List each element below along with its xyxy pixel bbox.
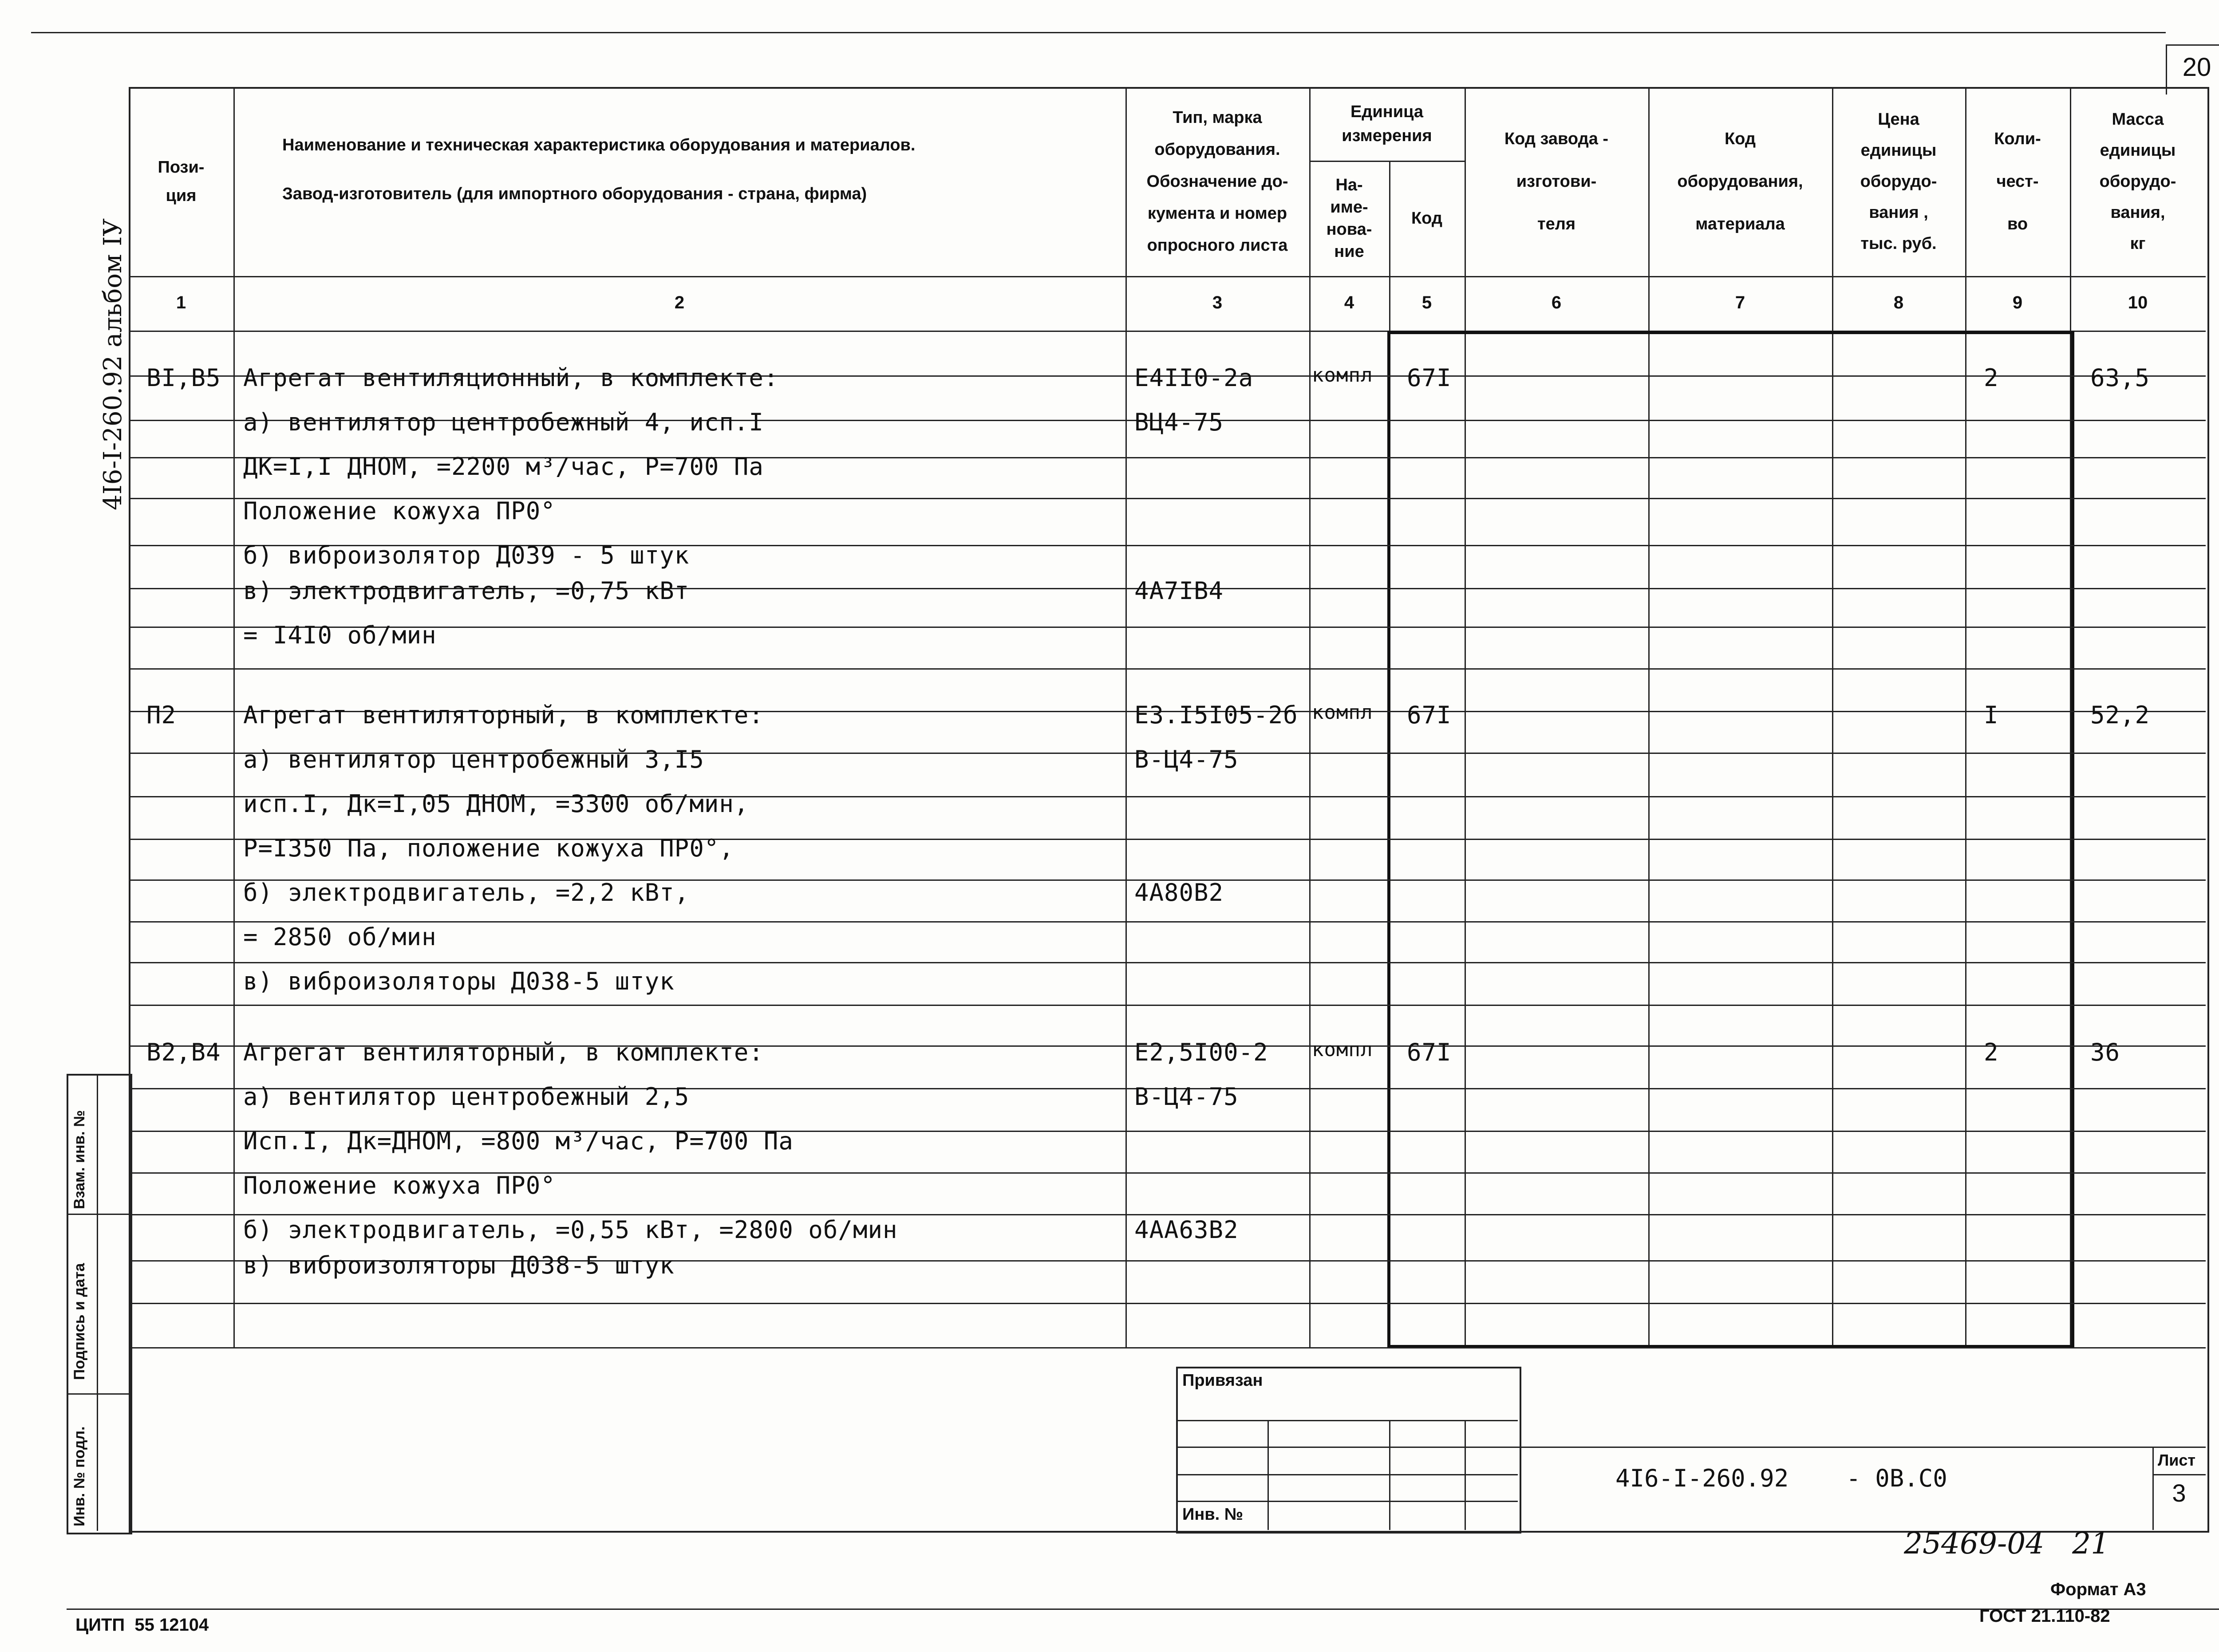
top-frame-line: [31, 32, 2166, 33]
page-number: 20: [2182, 53, 2211, 82]
row-type: В-Ц4-75: [1134, 1083, 1239, 1111]
row-code: 67I: [1407, 1038, 1452, 1066]
stamp-replaced-inv: Взам. инв. №: [71, 1110, 88, 1209]
row-unit: компл: [1312, 701, 1373, 724]
colnum-5: 5: [1421, 293, 1432, 312]
row-line: [129, 668, 2206, 670]
row-line: [129, 627, 2206, 628]
row-line: [129, 1214, 2206, 1215]
format-label: Формат А3: [2050, 1580, 2146, 1599]
row-name: а) вентилятор центробежный 2,5: [243, 1083, 690, 1111]
row-name: Агрегат вентиляторный, в комплекте:: [243, 1038, 764, 1066]
row-quantity: I: [1984, 701, 1999, 729]
row-type: 4A80B2: [1134, 879, 1224, 907]
colnum-8: 8: [1893, 293, 1904, 312]
attached-label: Привязан: [1182, 1371, 1263, 1390]
row-name: = I4I0 об/мин: [243, 621, 437, 649]
row-mass: 36: [2090, 1038, 2120, 1066]
colnum-2: 2: [674, 293, 685, 312]
header-quantity: Коли- чест- во: [1994, 130, 2041, 233]
row-code: 67I: [1407, 364, 1452, 392]
colnum-6: 6: [1551, 293, 1562, 312]
row-type: E4II0-2a: [1134, 364, 1254, 392]
row-name: исп.I, Дк=I,05 ДНОМ, =3300 об/мин,: [243, 790, 749, 818]
row-name: в) виброизоляторы Д038-5 штук: [243, 1251, 675, 1279]
header-factory-code: Код завода - изготови- теля: [1504, 130, 1609, 233]
row-unit: компл: [1312, 364, 1373, 386]
colnum-4: 4: [1344, 293, 1354, 312]
stamp-signature-date: Подпись и дата: [71, 1263, 88, 1380]
inventory-number-label: Инв. №: [1182, 1505, 1244, 1524]
row-name: б) виброизолятор Д039 - 5 штук: [243, 541, 690, 569]
row-name: = 2850 об/мин: [243, 923, 437, 951]
row-unit: компл: [1312, 1038, 1373, 1061]
row-name: в) электродвигатель, =0,75 кВт: [243, 577, 690, 605]
citp-label: ЦИТП 55 12104: [75, 1615, 209, 1635]
header-price: Цена единицы оборудо- вания , тыс. руб.: [1860, 110, 1937, 253]
row-name: Агрегат вентиляционный, в комплекте:: [243, 364, 779, 392]
sheet-label: Лист: [2158, 1451, 2196, 1469]
colnum-9: 9: [2012, 293, 2023, 312]
colnum-10: 10: [2128, 293, 2148, 312]
sheet-number: 3: [2172, 1479, 2186, 1507]
colnum-7: 7: [1735, 293, 1745, 312]
row-mass: 52,2: [2090, 701, 2150, 729]
colnum-1: 1: [176, 293, 186, 312]
row-name: б) электродвигатель, =2,2 кВт,: [243, 879, 690, 907]
row-name: Положение кожуха ПР0°: [243, 497, 556, 525]
header-mass: Масса единицы оборудо- вания, кг: [2099, 110, 2176, 253]
header-type: Тип, марка оборудования. Обозначение до- кумента и номер опросного листа: [1146, 108, 1288, 255]
stamp-original-inv: Инв. № подл.: [71, 1426, 88, 1526]
header-bottom-line: [129, 276, 2206, 277]
row-line: [129, 921, 2206, 923]
row-name: Агрегат вентиляторный, в комплекте:: [243, 701, 764, 729]
row-quantity: 2: [1984, 364, 1999, 392]
row-position: BI,B5: [146, 364, 221, 392]
row-line: [129, 1303, 2206, 1304]
colnum-3: 3: [1212, 293, 1223, 312]
header-equipment-code: Код оборудования, материала: [1677, 130, 1803, 233]
row-quantity: 2: [1984, 1038, 1999, 1066]
header-name: Наименование и техническая характеристика оборудования и материалов. Завод-изготовитель (для импортного оборудования - страна, фирма): [282, 136, 916, 203]
row-mass: 63,5: [2090, 364, 2150, 392]
row-name: Р=I350 Па, положение кожуха ПР0°,: [243, 834, 734, 862]
row-position: П2: [146, 701, 177, 729]
row-name: а) вентилятор центробежный 4, исп.I: [243, 408, 764, 436]
header-position: Пози- ция: [158, 158, 205, 205]
table-bottom-line: [129, 1347, 2206, 1348]
row-type: Е3.I5I05-2б: [1134, 701, 1298, 729]
row-type: ВЦ4-75: [1134, 408, 1224, 436]
row-line: [129, 1005, 2206, 1006]
row-line: [129, 962, 2206, 963]
header-unit-code: Код: [1411, 209, 1443, 228]
row-position: B2,B4: [146, 1038, 221, 1066]
row-name: в) виброизоляторы Д038-5 штук: [243, 967, 675, 995]
row-type: В-Ц4-75: [1134, 745, 1239, 773]
row-name: ДК=I,I ДНОМ, =2200 м³/час, Р=700 Па: [243, 453, 764, 481]
album-label: 4I6-I-260.92 альбом IУ: [99, 218, 127, 510]
row-type: 4AA63B2: [1134, 1216, 1239, 1244]
row-type: 4A7IB4: [1134, 577, 1224, 605]
row-type: E2,5I00-2: [1134, 1038, 1268, 1066]
row-code: 67I: [1407, 701, 1452, 729]
header-unit-name: На- име- нова- ние: [1326, 176, 1372, 261]
row-name: Положение кожуха ПР0°: [243, 1171, 556, 1199]
row-name: б) электродвигатель, =0,55 кВт, =2800 об/мин: [243, 1216, 898, 1244]
row-name: а) вентилятор центробежный 3,I5: [243, 745, 704, 773]
document-code: 4I6-I-260.92 - 0B.C0: [1615, 1464, 1947, 1492]
header-unit: Единица измерения: [1342, 103, 1432, 145]
handwritten-number: 25469-04 21: [1904, 1526, 2110, 1561]
gost-label: ГОСТ 21.110-82: [1979, 1606, 2110, 1626]
row-name: Исп.I, Дк=ДНОМ, =800 м³/час, Р=700 Па: [243, 1127, 794, 1155]
